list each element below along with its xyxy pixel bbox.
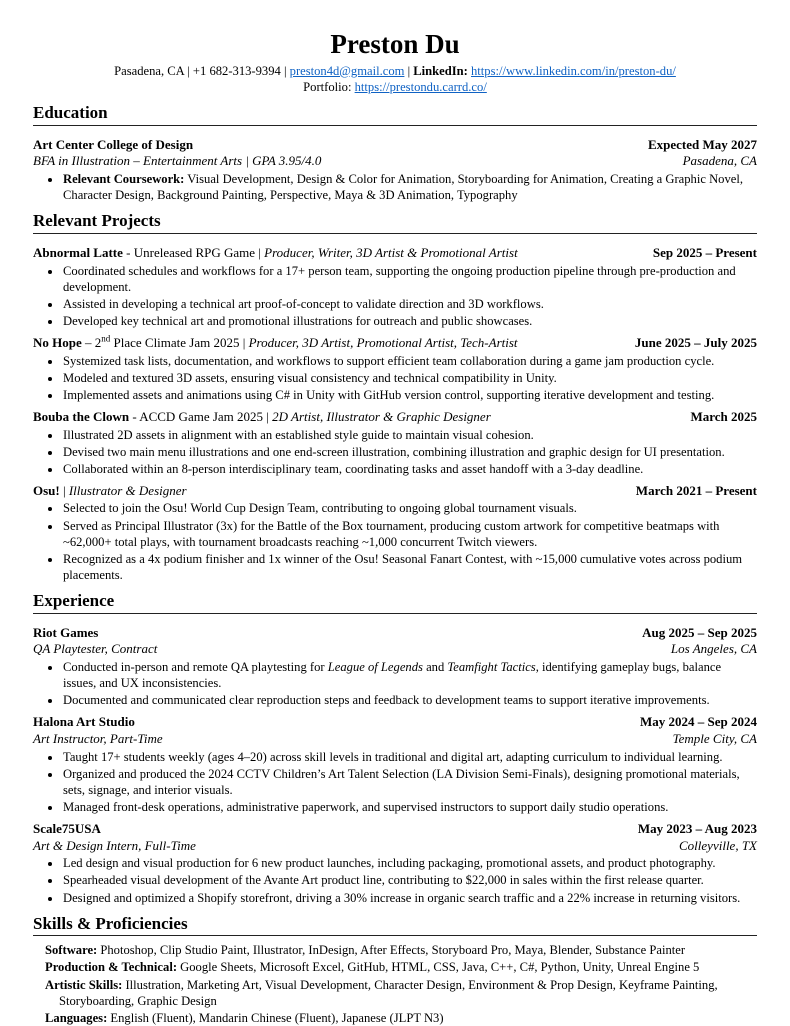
project-roles: 2D Artist, Illustrator & Graphic Designer xyxy=(272,408,491,424)
experience-date: May 2023 – Aug 2023 xyxy=(637,821,757,837)
job-title: Art Instructor, Part-Time xyxy=(33,730,163,746)
project-name: Osu! xyxy=(33,482,60,498)
contact-line-1 xyxy=(33,63,757,79)
skill-row-software xyxy=(33,942,757,958)
linkedin-link[interactable]: https://www.linkedin.com/in/preston-du/ xyxy=(471,63,676,78)
job-title: Art & Design Intern, Full-Time xyxy=(33,837,196,853)
section-heading-education: Education xyxy=(33,102,757,126)
project-descriptor: - ACCD Game Jam 2025 | xyxy=(129,408,273,424)
skill-label: Languages: xyxy=(45,1010,108,1025)
project-descriptor: - Unreleased RPG Game | xyxy=(122,244,265,260)
contact-separator: | xyxy=(404,63,414,78)
project-descriptor: Place Climate Jam 2025 | xyxy=(110,334,249,350)
education-section xyxy=(33,126,757,203)
job-location: Los Angeles, CA xyxy=(670,641,757,657)
bullet-item: • Served as Principal Illustrator (3x) for the Battle of the Box tournament, producing custom artwork for competitive beatmaps with ~62,000+ total plays, with tournament broadcasts reaching ~1,000 concurrent Twitch viewers. xyxy=(62,518,757,550)
bullet-item: • Spearheaded visual development of the Avante Art product line, contributing to $22,000 in sales within the first release quarter. xyxy=(62,872,757,888)
bullet-item: • Led design and visual production for 6 new product launches, including packaging, promotional assets, and product photography. xyxy=(62,855,757,871)
project-name: No Hope xyxy=(33,334,82,350)
bullet-item: • Selected to join the Osu! World Cup Design Team, contributing to ongoing global tournament visuals. xyxy=(62,500,757,516)
bullet-item: • Modeled and textured 3D assets, ensuring visual consistency and technical compatibility in Unity. xyxy=(62,370,757,386)
linkedin-label: LinkedIn: xyxy=(413,63,471,78)
project-bullets xyxy=(33,263,757,329)
education-bullets xyxy=(33,171,757,203)
degree: BFA in Illustration – Entertainment Arts | GPA 3.95/4.0 xyxy=(33,153,322,169)
education-location: Pasadena, CA xyxy=(682,153,757,169)
project-date: June 2025 – July 2025 xyxy=(634,334,757,350)
company-name: Halona Art Studio xyxy=(33,714,135,730)
skill-label: Production & Technical: xyxy=(45,960,178,975)
experience-bullets xyxy=(33,749,757,815)
bullet-item: • Conducted in-person and remote QA playtesting for League of Legends and Teamfight Tactics, identifying gameplay bugs, balance issues, and UX inconsistencies. xyxy=(62,659,757,691)
email-link[interactable]: preston4d@gmail.com xyxy=(289,63,405,78)
contact-phone: +1 682-313-9394 xyxy=(192,63,281,78)
projects-section xyxy=(33,234,757,583)
project-entry-abnormal-latte xyxy=(33,245,757,329)
project-entry-osu xyxy=(33,483,757,583)
skill-text: English (Fluent), Mandarin Chinese (Fluent), Japanese (JLPT N3) xyxy=(107,1010,444,1025)
skill-label: Artistic Skills: xyxy=(45,977,123,992)
resume-header xyxy=(33,30,757,95)
bullet-item: • Taught 17+ students weekly (ages 4–20) across skill levels in traditional and digital art, adapting curriculum to individual learning. xyxy=(62,749,757,765)
project-date: Sep 2025 – Present xyxy=(652,244,757,260)
skill-text: Photoshop, Clip Studio Paint, Illustrator, InDesign, After Effects, Storyboard Pro, Maya, Blender, Substance Painter xyxy=(97,943,686,958)
coursework-label: Relevant Coursework: xyxy=(63,171,185,186)
bullet-item: • Devised two main menu illustrations and one end-screen illustration, combining illustration and graphic design for UI presentation. xyxy=(62,444,757,460)
bullet-item: • Collaborated within an 8-person interdisciplinary team, coordinating tasks and asset handoff with a 3-day deadline. xyxy=(62,461,757,477)
project-entry-no-hope xyxy=(33,335,757,403)
game-title: League of Legends xyxy=(327,660,423,675)
project-entry-bouba-the-clown xyxy=(33,409,757,477)
project-bullets xyxy=(33,500,757,583)
bullet-item: • Coordinated schedules and workflows for a 17+ person team, supporting the ongoing production pipeline through pre-production and development. xyxy=(62,263,757,295)
section-heading-experience: Experience xyxy=(33,590,757,614)
bullet-item: • Illustrated 2D assets in alignment with an established style guide to maintain visual cohesion. xyxy=(62,427,757,443)
experience-bullets xyxy=(33,855,757,905)
section-heading-skills: Skills & Proficiencies xyxy=(33,913,757,937)
project-name: Bouba the Clown xyxy=(33,408,130,424)
project-date: March 2025 xyxy=(690,408,757,424)
project-descriptor: – 2 xyxy=(81,334,102,350)
bullet-item: • Implemented assets and animations using C# in Unity with GitHub version control, supporting iterative development and testing. xyxy=(62,387,757,403)
bullet-item: • Recognized as a 4x podium finisher and 1x winner of the Osu! Seasonal Fanart Contest, with ~15,000 cumulative votes across podium placements. xyxy=(62,551,757,583)
skill-text: Illustration, Marketing Art, Visual Development, Character Design, Environment & Prop Design, Keyframe Painting, Storyboarding, Graphic Design xyxy=(59,977,718,1008)
project-roles: Producer, Writer, 3D Artist & Promotional Artist xyxy=(264,244,518,260)
company-name: Scale75USA xyxy=(33,821,101,837)
portfolio-label: Portfolio: xyxy=(303,79,355,94)
skill-text: Google Sheets, Microsoft Excel, GitHub, HTML, CSS, Java, C++, C#, Python, Unity, Unreal Engine 5 xyxy=(177,960,700,975)
bullet-item: • Organized and produced the 2024 CCTV Children’s Art Talent Selection (LA Division Semi-Finals), designing promotional materials, sets, signage, and interior visuals. xyxy=(62,766,757,798)
project-descriptor: | xyxy=(59,482,69,498)
project-date: March 2021 – Present xyxy=(635,482,757,498)
bullet-item: • Assisted in developing a technical art proof-of-concept to validate direction and 3D workflows. xyxy=(62,296,757,312)
job-title: QA Playtester, Contract xyxy=(33,641,158,657)
contact-separator: | xyxy=(184,63,193,78)
project-roles: Producer, 3D Artist, Promotional Artist, Tech-Artist xyxy=(248,334,518,350)
coursework-text: Visual Development, Design & Color for Animation, Storyboarding for Animation, Creating a Graphic Novel, Character Design, Background Painting, Perspective, Maya & 3D Animation, Typography xyxy=(63,171,744,203)
contact-location: Pasadena, CA xyxy=(114,63,185,78)
job-location: Temple City, CA xyxy=(672,730,757,746)
skills-section xyxy=(33,936,757,1026)
job-location: Colleyville, TX xyxy=(679,837,757,853)
section-heading-projects: Relevant Projects xyxy=(33,210,757,234)
experience-entry-scale75usa xyxy=(33,821,757,906)
experience-date: Aug 2025 – Sep 2025 xyxy=(642,624,757,640)
project-bullets xyxy=(33,427,757,477)
experience-entry-halona-art-studio xyxy=(33,714,757,815)
game-title: Teamfight Tactics xyxy=(447,660,536,675)
bullet-item: • Designed and optimized a Shopify storefront, driving a 30% increase in organic search traffic and a 22% increase in returning visitors. xyxy=(62,890,757,906)
company-name: Riot Games xyxy=(33,624,99,640)
experience-date: May 2024 – Sep 2024 xyxy=(640,714,757,730)
skill-row-languages xyxy=(33,1010,757,1026)
bullet-item: • Documented and communicated clear reproduction steps and feedback to development teams to support iterative improvements. xyxy=(62,692,757,708)
bullet-item: • Systemized task lists, documentation, and workflows to support efficient team collaboration during a game jam production cycle. xyxy=(62,353,757,369)
contact-separator: | xyxy=(280,63,290,78)
experience-entry-riot-games xyxy=(33,625,757,709)
education-entry xyxy=(33,137,757,203)
project-bullets xyxy=(33,353,757,403)
experience-bullets xyxy=(33,659,757,708)
bullet-item: • Developed key technical art and promotional illustrations for outreach and public showcases. xyxy=(62,313,757,329)
school-name: Art Center College of Design xyxy=(33,136,194,152)
portfolio-link[interactable]: https://prestondu.carrd.co/ xyxy=(354,79,487,94)
contact-line-2 xyxy=(33,79,757,95)
skill-row-artistic xyxy=(33,977,757,1009)
bullet-item xyxy=(62,171,757,203)
skill-row-production-technical xyxy=(33,959,757,975)
project-roles: Illustrator & Designer xyxy=(68,482,187,498)
person-name: Preston Du xyxy=(330,29,460,59)
skill-label: Software: xyxy=(45,943,98,958)
experience-section xyxy=(33,614,757,906)
education-date: Expected May 2027 xyxy=(647,136,757,152)
project-name: Abnormal Latte xyxy=(33,244,123,260)
ordinal-suffix: nd xyxy=(101,333,111,344)
bullet-item: • Managed front-desk operations, administrative paperwork, and supervised instructors to support daily studio operations. xyxy=(62,799,757,815)
